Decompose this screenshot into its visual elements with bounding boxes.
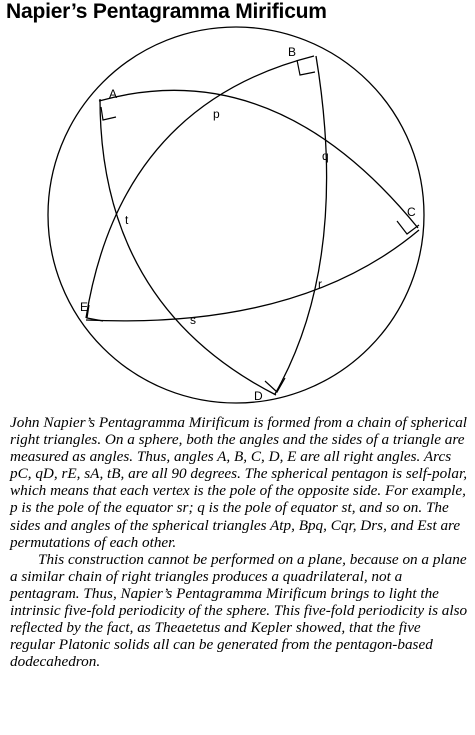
right-angle-marker-E [87,305,103,321]
right-angle-marker-A [101,107,116,120]
arc-C-E [86,230,419,321]
arc-A-C [99,90,418,228]
vertex-label-D: D [254,389,263,403]
right-angle-marker-B [297,60,315,75]
sphere-outline [48,27,424,403]
vertex-label-E: E [80,300,89,314]
vertex-label-C: C [407,205,416,219]
intersection-label-r: r [318,277,322,291]
caption [10,414,468,670]
arc-B-D [275,56,327,394]
intersection-label-q: q [322,149,329,163]
vertex-label-A: A [109,87,118,101]
vertex-label-B: B [288,45,297,59]
intersection-label-t: t [125,213,129,227]
arc-A-D [100,99,276,395]
intersection-label-p: p [213,107,220,121]
page-title: Napier’s Pentagramma Mirificum [6,0,327,23]
intersection-label-s: s [190,313,196,327]
caption-paragraph-1: John Napier’s Pentagramma Mirificum is formed from a chain of spherical right triangles. On a sphere, both the angles and the sides of a triangle are measured as angles. Thus, angles A, B, C, D, E are all right angles. Arcs pC, qD, rE, sA, tB, are all 90 degrees. The spherical pentagon is self-polar, which means that each vertex is the pole of the opposite side. For example, p is the pole of the equator sr; q is the pole of equator st, and so on. The sides and angles of the spherical triangles Atp, Bpq, Cqr, Drs, and Est are permutations of each other. [10,414,468,551]
caption-paragraph-2: This construction cannot be performed on a plane, because on a plane a similar chain of right triangles produces a quadrilateral, not a pentagram. Thus, Napier’s Pentagramma Mirificum brings to light the intrinsic five-fold periodicity of the sphere. This five-fold periodicity is also reflected by the fact, as Theaetetus and Kepler showed, that the five regular Platonic solids all can be generated from the pentagon-based dodecahedron. [10,550,468,671]
